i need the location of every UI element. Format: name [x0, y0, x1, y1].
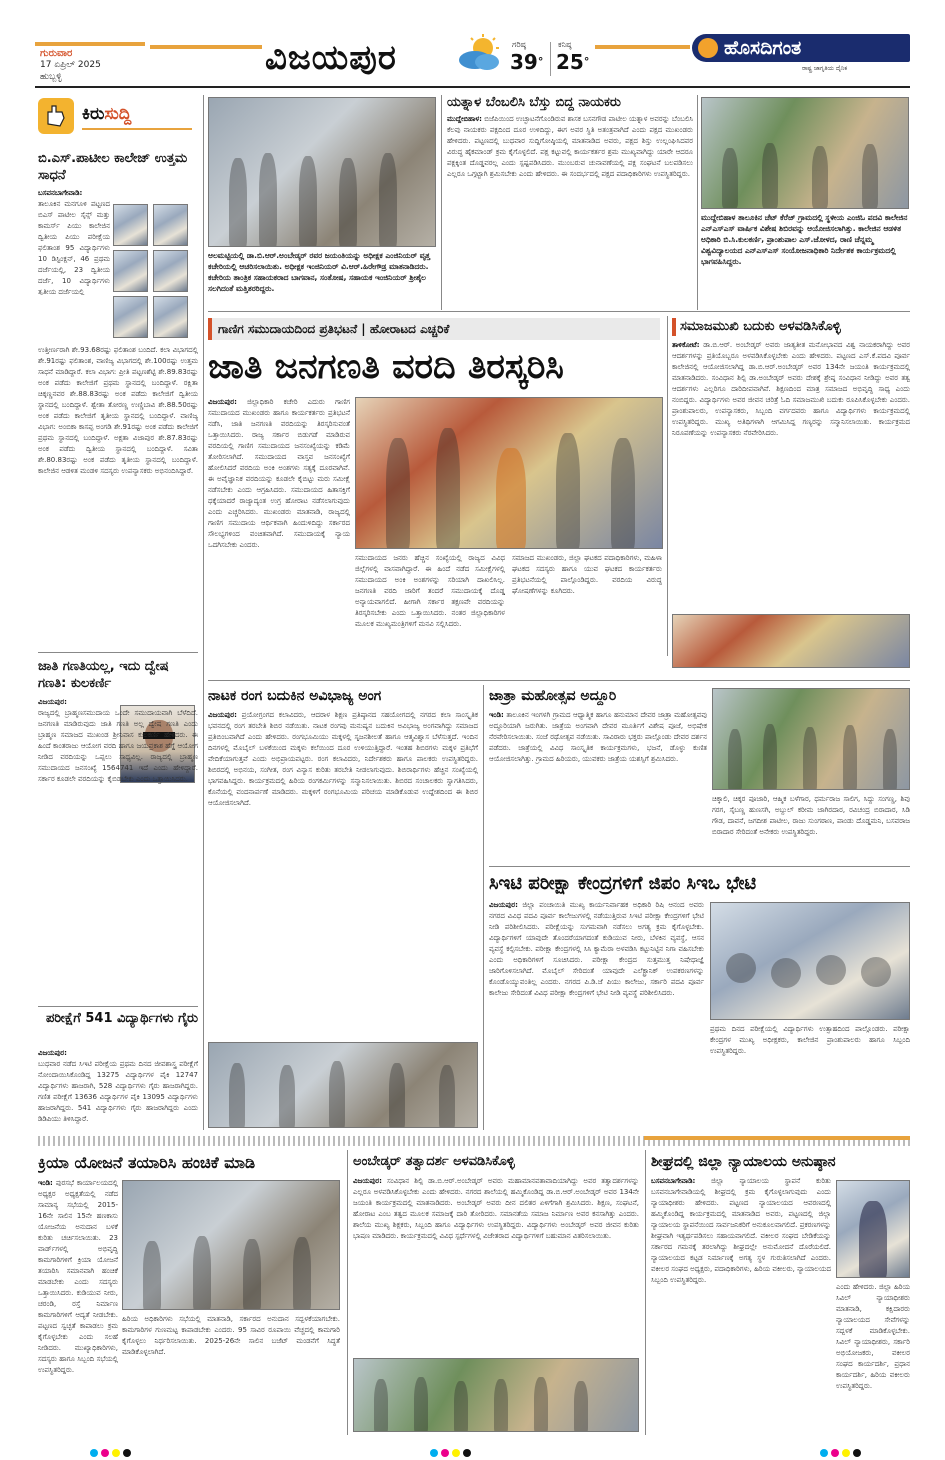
hand-icon — [38, 98, 74, 134]
sidebar-story2-byline: ವಿಜಯಪುರ: — [38, 698, 67, 706]
sidebar-story1-intro: ಬಸವನಬಾಗೇವಾಡಿ: — [38, 189, 83, 197]
top-story1-photo — [208, 97, 436, 247]
weather-icon — [455, 34, 505, 74]
right-story-accent — [672, 318, 676, 336]
student-photo-4 — [153, 250, 188, 292]
temp-divider — [550, 42, 551, 76]
lead-kicker: ಗಾಣಿಗ ಸಮುದಾಯದಿಂದ ಪ್ರತಿಭಟನೆ | ಹೋರಾಟದ ಎಚ್ಚರಿಕೆ — [218, 322, 450, 336]
bottom-story3-body2: ಎಂದು ಹೇಳಿದರು. ಜಿಲ್ಲಾ ಹಿರಿಯ ಸಿವಿಲ್ ನ್ಯಾಯಾಧೀಶರು ಮಾತನಾಡಿ, ಕಕ್ಷಿದಾರರು ನ್ಯಾಯಾಲಯದ ಸೇವೆಗಳನ್ನು ಸದ್ಬಳಕೆ ಮಾಡಿಕೊಳ್ಳಬೇಕು. ಸಿವಿಲ್ ನ್ಯಾಯಾಧೀಶರು, ಸರ್ಕಾರಿ ಅಭಿಯೋಜಕರು, ವಕೀಲರ ಸಂಘದ ಕಾರ್ಯದರ್ಶಿ, ಪ್ರಧಾನ ಕಾರ್ಯದರ್ಶಿ, ಹಿರಿಯ ವಕೀಲರು ಉಪಸ್ಥಿತರಿದ್ದರು. — [836, 1283, 910, 1390]
top-story3-caption: ಮುದ್ದೇಬಿಹಾಳ ತಾಲೂಕಿನ ಚೆಟ್ ಕೆರೆಜ್ ಗ್ರಾಮದಲ್ಲಿ ಸ್ಥಳೀಯ ಎಂಜಿಓ ಪದವಿ ಕಾಲೇಜಿನ ಎನ್‌ಎಸ್‌ಎಸ್ ವಾರ್ಷಿಕ ವಿಶೇಷ ಶಿಬಿರವನ್ನು ಆಯೋಜಿಸಲಾಗಿತ್ತು. ಕಾಲೇಜಿನ ಆಡಳಿತ ಅಧಿಕಾರಿ ಬಿ.ಸಿ.ಕುಲಕರ್ಣಿ, ಪ್ರಾಂಶುಪಾಲ ಎಸ್.ಜೋಳದ, ರಾಣಿ ಚೆನ್ನಮ್ಮ ವಿಶ್ವವಿದ್ಯಾಲಯದ ಎನ್‌ಎಸ್‌ಎಸ್ ಸಂಯೋಜನಾಧಿಕಾರಿ ನಿರ್ದೇಶಕ ಕಾರ್ಯಕ್ರಮದಲ್ಲಿ ಭಾಗವಹಿಸಿದ್ದರು. — [701, 213, 908, 266]
student-photo-2 — [153, 204, 188, 246]
mid-story3-headline: ಸಿಇಟಿ ಪರೀಕ್ಷಾ ಕೇಂದ್ರಗಳಿಗೆ ಜಿಪಂ ಸಿಇಒ ಭೇಟಿ — [489, 873, 757, 894]
masthead-date: 17 ಏಪ್ರಿಲ್ 2025 — [40, 60, 101, 70]
sidebar-story1-headline: ಬಿ.ಎಸ್.ಪಾಟೀಲ ಕಾಲೇಜ್ ಉತ್ತಮ ಸಾಧನೆ — [38, 151, 188, 183]
bottom-story1-photo — [122, 1180, 340, 1310]
bottom-story3-photo — [836, 1180, 910, 1278]
masthead-right-bar — [595, 45, 690, 49]
mid-story3-caption: ಪ್ರಥಮ ದಿನದ ಪರೀಕ್ಷೆಯಲ್ಲಿ ವಿದ್ಯಾರ್ಥಿಗಳು ಉತ್ಸಾಹದಿಂದ ಪಾಲ್ಗೊಂಡರು. ಪರೀಕ್ಷಾ ಕೇಂದ್ರಗಳ ಮುಖ್ಯ ಅಧೀಕ್ಷಕರು, ಕಾಲೇಜಿನ ಪ್ರಾಂಶುಪಾಲರು ಹಾಗೂ ಸಿಬ್ಬಂದಿ ಉಪಸ್ಥಿತರಿದ್ದರು. — [710, 1025, 910, 1055]
mid-story3-photo — [710, 902, 910, 1020]
top-story3-photo — [701, 97, 909, 209]
masthead-edition: ವಿಜಯಪುರ — [265, 38, 397, 78]
masthead-day: ಗುರುವಾರ — [40, 48, 73, 59]
registration-marks-right — [820, 1442, 864, 1460]
bottom-story1-body: ಇಂಡಿ: ಪುರಸಭೆ ಕಾರ್ಯಾಲಯದಲ್ಲಿ ಅಧ್ಯಕ್ಷರ ಅಧ್ಯಕ್ಷತೆಯಲ್ಲಿ ನಡೆದ ಸಾಮಾನ್ಯ ಸಭೆಯಲ್ಲಿ 2015-16ನೇ ಸಾಲಿನ 15ನೇ ಹಣಕಾಸು ಯೋಜನೆಯ ಅನುದಾನ ಬಳಕೆ ಕುರಿತು ಚರ್ಚಿಸಲಾಯಿತು. 23 ವಾರ್ಡ್‌ಗಳಲ್ಲಿ ಅಭಿವೃದ್ಧಿ ಕಾಮಗಾರಿಗಳಿಗೆ ಕ್ರಿಯಾ ಯೋಜನೆ ತಯಾರಿಸಿ ಸಮಾನವಾಗಿ ಹಂಚಿಕೆ ಮಾಡಬೇಕು ಎಂದು ಸದಸ್ಯರು ಒತ್ತಾಯಿಸಿದರು. ಕುಡಿಯುವ ನೀರು, ಚರಂಡಿ, ರಸ್ತೆ ನಿರ್ಮಾಣ ಕಾಮಗಾರಿಗಳಿಗೆ ಆದ್ಯತೆ ನೀಡಬೇಕು. ಪಟ್ಟಣದ ಸ್ವಚ್ಛತೆ ಕಾಪಾಡಲು ಕ್ರಮ ಕೈಗೊಳ್ಳಬೇಕು ಎಂದು ಸಲಹೆ ನೀಡಿದರು. ಮುಖ್ಯಾಧಿಕಾರಿಗಳು, ಸದಸ್ಯರು ಹಾಗೂ ಸಿಬ್ಬಂದಿ ಸಭೆಯಲ್ಲಿ ಉಪಸ್ಥಿತರಿದ್ದರು. — [38, 1179, 118, 1374]
right-story-headline: ಸಮಾಜಮುಖಿ ಬದುಕು ಅಳವಡಿಸಿಕೊಳ್ಳಿ — [680, 319, 841, 334]
registration-marks-center — [430, 1442, 474, 1460]
sidebar-brand-label: ಕಿರುಸುದ್ದಿ — [82, 104, 132, 124]
mid-story1-body: ವಿಜಯಪುರ: ಪ್ರಯೋಗ್ರಂಗದ ಕಲಾವಿದರು, ಆದರಾಳ ಶಿಕ್ಷಣ ಪ್ರತಿಷ್ಠಾನದ ಸಹಯೋಗದಲ್ಲಿ ನಗರದ ಕಲಾ ಸಾಂಸ್ಕೃತಿಕ ಭವನದಲ್ಲಿ ರಂಗ ತರಬೇತಿ ಶಿಬಿರ ನಡೆಯಿತು. ನಾಟಕ ರಂಗವು ಮನುಷ್ಯನ ಬದುಕಿನ ಅವಿಭಾಜ್ಯ ಅಂಗವಾಗಿದ್ದು ಸಮಾಜದ ಪ್ರತಿಬಿಂಬವಾಗಿದೆ ಎಂದು ಹೇಳಿದರು. ರಂಗಭೂಮಿಯು ಮಕ್ಕಳಲ್ಲಿ ಸೃಜನಶೀಲತೆ ಹಾಗೂ ಆತ್ಮವಿಶ್ವಾಸ ಬೆಳೆಸುತ್ತದೆ. ಇಂದಿನ ದಿನಗಳಲ್ಲಿ ಮೊಬೈಲ್ ಬಳಕೆಯಿಂದ ಮಕ್ಕಳು ಕಲೆಯಿಂದ ದೂರ ಉಳಿಯುತ್ತಿದ್ದಾರೆ. ಇಂತಹ ಶಿಬಿರಗಳು ಮಕ್ಕಳ ಪ್ರತಿಭೆಗೆ ವೇದಿಕೆಯಾಗುತ್ತವೆ ಎಂದು ಅಭಿಪ್ರಾಯಪಟ್ಟರು. ರಂಗ ಕಲಾವಿದರು, ನಿರ್ದೇಶಕರು ಹಾಗೂ ಪಾಲಕರು ಉಪಸ್ಥಿತರಿದ್ದರು. ಶಿಬಿರದಲ್ಲಿ ಅಭಿನಯ, ಸಂಗೀತ, ರಂಗ ವಿನ್ಯಾಸ ಕುರಿತು ತರಬೇತಿ ನೀಡಲಾಗುವುದು. ಶಿಬಿರಾರ್ಥಿಗಳು ಹೆಚ್ಚಿನ ಸಂಖ್ಯೆಯಲ್ಲಿ ಭಾಗವಹಿಸಿದ್ದರು. ಕಾರ್ಯಕ್ರಮದಲ್ಲಿ ಹಿರಿಯ ರಂಗಕರ್ಮಿಗಳನ್ನು ಸನ್ಮಾನಿಸಲಾಯಿತು. ಶಿಬಿರದ ಸಂಚಾಲಕರು ಸ್ವಾಗತಿಸಿದರು, ಕೊನೆಯಲ್ಲಿ ವಂದನಾರ್ಪಣೆ ಮಾಡಿದರು. ಮಕ್ಕಳಿಗೆ ರಂಗಭೂಮಿಯ ಪರಿಚಯ ಮಾಡಿಕೊಡುವ ಉದ್ದೇಶದಿಂದ ಈ ಶಿಬಿರ ಆಯೋಜಿಸಲಾಗಿದೆ. — [208, 711, 478, 807]
student-photo-6 — [153, 296, 188, 338]
top-story2-body: ಮುದ್ದೇಬಿಹಾಳ: ಬಿಜೆಪಿಯಿಂದ ಉಚ್ಛಾಟನೆಗೊಂಡಿರುವ ಶಾಸಕ ಬಸನಗೌಡ ಪಾಟೀಲ ಯತ್ನಾಳ ಅವರನ್ನು ಬೆಂಬಲಿಸಿ ಕೆಲವು ನಾಯಕರು ಪಕ್ಷದಿಂದ ದೂರ ಉಳಿದಿದ್ದು, ಈಗ ಅವರ ಸ್ಥಿತಿ ಅತಂತ್ರವಾಗಿದೆ ಎಂದು ಪಕ್ಷದ ಮುಖಂಡರು ಹೇಳಿದರು. ಪಟ್ಟಣದಲ್ಲಿ ಬುಧವಾರ ಸುದ್ದಿಗೋಷ್ಠಿಯಲ್ಲಿ ಮಾತನಾಡಿದ ಅವರು, ಪಕ್ಷದ ಶಿಸ್ತು ಉಲ್ಲಂಘಿಸಿದವರ ವಿರುದ್ಧ ಹೈಕಮಾಂಡ್ ಕ್ರಮ ಕೈಗೊಳ್ಳಲಿದೆ. ಪಕ್ಷ ಕಟ್ಟುವಲ್ಲಿ ಕಾರ್ಯಕರ್ತರ ಶ್ರಮ ಮುಖ್ಯವಾಗಿದ್ದು ಯಾರೇ ಆದರೂ ಪಕ್ಷಕ್ಕಿಂತ ದೊಡ್ಡವರಲ್ಲ ಎಂದು ಸ್ಪಷ್ಟಪಡಿಸಿದರು. ಮುಂಬರುವ ಚುನಾವಣೆಯಲ್ಲಿ ಪಕ್ಷ ಸಂಘಟನೆ ಬಲಪಡಿಸಲು ಎಲ್ಲರೂ ಒಗ್ಗಟ್ಟಾಗಿ ಶ್ರಮಿಸಬೇಕು ಎಂದು ಹೇಳಿದರು. ಈ ಸಂದರ್ಭದಲ್ಲಿ ಪಕ್ಷದ ಪದಾಧಿಕಾರಿಗಳು ಉಪಸ್ಥಿತರಿದ್ದರು. — [447, 115, 693, 178]
student-photo-1 — [113, 204, 148, 246]
sidebar-story2-headline: ಜಾತಿ ಗಣತಿಯಲ್ಲ, ಇದು ದ್ವೇಷ ಗಣತಿ: ಕುಲಕರ್ಣಿ — [38, 659, 169, 691]
student-photo-5 — [113, 296, 148, 338]
lead-headline: ಜಾತಿ ಜನಗಣತಿ ವರದಿ ತಿರಸ್ಕರಿಸಿ — [208, 347, 564, 387]
lead-right-body: ಸಮಾಜದ ಮುಖಂಡರು, ಜಿಲ್ಲಾ ಘಟಕದ ಪದಾಧಿಕಾರಿಗಳು, ಮಹಿಳಾ ಘಟಕದ ಸದಸ್ಯರು ಹಾಗೂ ಯುವ ಘಟಕದ ಕಾರ್ಯಕರ್ತರು ಪ್ರತಿಭಟನೆಯಲ್ಲಿ ಪಾಲ್ಗೊಂಡಿದ್ದರು. ವರದಿಯ ವಿರುದ್ಧ ಘೋಷಣೆಗಳನ್ನು ಕೂಗಿದರು. — [512, 554, 662, 595]
sidebar-story2-body: ರಾಜ್ಯದಲ್ಲಿ ಬ್ರಾಹ್ಮಣಸಮುದಾಯ ಒಂದೇ ಸಮುದಾಯವಾಗಿ ಬೆಳೆದಿದೆ. ಜನಗಣತಿ ಮಾಡಿರುವುದು ಜಾತಿ ಗಣತಿ ಅಲ್ಲ ದ್ವೇಷ ಗಣತಿ ಎಂದು ಬ್ರಾಹ್ಮಣ ಸಮಾಜದ ಮುಖಂಡ ಶ್ರೀನಿವಾಸ ಕುಲಕರ್ಣಿ ಹೇಳಿದರು. ಈ ಹಿಂದೆ ಕಾಂತರಾಜು ಆಯೋಗ ವರದಿ ಹಾಗೂ ಜಯಪ್ರಕಾಶ ಹೆಗ್ಡೆ ಆಯೋಗ ನೀಡಿದ ವರದಿಯನ್ನು ಒಪ್ಪಲು ಸಾಧ್ಯವಿಲ್ಲ. ರಾಜ್ಯದಲ್ಲಿ ಬ್ರಾಹ್ಮಣ ಸಮುದಾಯದ ಜನಸಂಖ್ಯೆ 1564741 ಇದೆ ಎಂದು ಹೇಳಿದ್ದಾರೆ. ಸರ್ಕಾರ ಕೂಡಲೇ ವರದಿಯನ್ನು ಕೈಬಿಡಬೇಕು ಎಂದು ಒತ್ತಾಯಿಸಿದರು. — [38, 709, 198, 783]
mid-story1-headline: ನಾಟಕ ರಂಗ ಬದುಕಿನ ಅವಿಭಾಜ್ಯ ಅಂಗ — [208, 688, 382, 704]
student-photo-3 — [113, 250, 148, 292]
mid-story2-headline: ಜಾತ್ರಾ ಮಹೋತ್ಸವ ಅದ್ದೂರಿ — [489, 688, 617, 704]
right-story-photo — [672, 614, 910, 668]
paper-tagline: ರಾಷ್ಟ್ರ ಜಾಗೃತಿಯ ದೈನಿಕ — [802, 65, 848, 72]
masthead-edition-bar — [150, 45, 262, 49]
masthead-rule — [35, 86, 910, 88]
sidebar-story1-body: ಉತ್ತೀರ್ಣರಾಗಿ ಶೇ.93.68ರಷ್ಟು ಫಲಿತಾಂಶ ಬಂದಿದೆ. ಕಲಾ ವಿಭಾಗದಲ್ಲಿ ಶೇ.91ರಷ್ಟು ಫಲಿತಾಂಶ, ವಾಣಿಜ್ಯ ವಿಭಾಗದಲ್ಲಿ ಶೇ.100ರಷ್ಟು ಉತ್ತಮ ಸಾಧನೆ ಮಾಡಿದ್ದಾರೆ. ಕಲಾ ವಿಭಾಗ: ಪ್ರೀತಿ ಪಟ್ಟಣಶೆಟ್ಟಿ ಶೇ.89.83ರಷ್ಟು ಅಂಕ ಪಡೆದು ಕಾಲೇಜಿಗೆ ಪ್ರಥಮ ಸ್ಥಾನದಲ್ಲಿ ಬಂದಿದ್ದಾಳೆ. ರಕ್ಷಿತಾ ಚಿಕ್ಕಣ್ಣನವರ ಶೇ.88.83ರಷ್ಟು ಅಂಕ ಪಡೆದು ಕಾಲೇಜಿಗೆ ದ್ವಿತೀಯ ಸ್ಥಾನದಲ್ಲಿ ಬಂದಿದ್ದಾಳೆ. ಶ್ವೇತಾ ತೋರಣ್ಣ ಉಣ್ಣಿಬಾವಿ ಶೇ.88.50ರಷ್ಟು ಅಂಕ ಪಡೆದು ಕಾಲೇಜಿಗೆ ತೃತೀಯ ಸ್ಥಾನದಲ್ಲಿ ಬಂದಿದ್ದಾಳೆ. ವಾಣಿಜ್ಯ ವಿಭಾಗ: ಅಂಬಿಕಾ ಕಾಸಪ್ಪ ಅಂಗಡಿ ಶೇ.91ರಷ್ಟು ಅಂಕ ಪಡೆದು ಕಾಲೇಜಿಗೆ ಪ್ರಥಮ ಸ್ಥಾನದಲ್ಲಿ ಬಂದಿದ್ದಾಳೆ. ಅಕ್ಷತಾ ವಿಜಾಪುರ ಶೇ.87.83ರಷ್ಟು ಅಂಕ ಪಡೆದು ದ್ವಿತೀಯ ಸ್ಥಾನದಲ್ಲಿ ಬಂದಿದ್ದಾಳೆ. ಸವಿತಾ ಶೇ.80.83ರಷ್ಟು ಅಂಕ ಪಡೆದು ತೃತೀಯ ಸ್ಥಾನದಲ್ಲಿ ಬಂದಿದ್ದಾಳೆ. ಕಾಲೇಜಿನ ಆಡಳಿತ ಮಂಡಳಿ ಸದಸ್ಯರು ಉಪನ್ಯಾಸಕರು ಅಭಿನಂದಿಸಿದ್ದಾರೆ. — [38, 346, 198, 475]
mid-story1-photo — [208, 1042, 478, 1128]
max-temp-value: 39° — [510, 50, 544, 74]
bottom-story2-photo — [353, 1358, 639, 1432]
lead-left-body: ವಿಜಯಪುರ: ಜಿಲ್ಲಾಧಿಕಾರಿ ಕಚೇರಿ ಎದುರು ಗಾಣಿಗ ಸಮುದಾಯದ ಮುಖಂಡರು ಹಾಗೂ ಕಾರ್ಯಕರ್ತರು ಪ್ರತಿಭಟನೆ ನಡೆಸಿ, ಜಾತಿ ಜನಗಣತಿ ವರದಿಯನ್ನು ತಿರಸ್ಕರಿಸುವಂತೆ ಒತ್ತಾಯಿಸಿದರು. ರಾಜ್ಯ ಸರ್ಕಾರ ಬಿಡುಗಡೆ ಮಾಡಿರುವ ವರದಿಯಲ್ಲಿ ಗಾಣಿಗ ಸಮುದಾಯದ ಜನಸಂಖ್ಯೆಯನ್ನು ಕಡಿಮೆ ತೋರಿಸಲಾಗಿದೆ. ಸಮುದಾಯದ ವಾಸ್ತವ ಜನಸಂಖ್ಯೆಗೆ ಹೋಲಿಸಿದರೆ ವರದಿಯ ಅಂಕಿ ಅಂಶಗಳು ಸತ್ಯಕ್ಕೆ ದೂರವಾಗಿವೆ. ಈ ಅವೈಜ್ಞಾನಿಕ ವರದಿಯನ್ನು ಕೂಡಲೇ ಕೈಬಿಟ್ಟು ಮರು ಸಮೀಕ್ಷೆ ನಡೆಸಬೇಕು ಎಂದು ಆಗ್ರಹಿಸಿದರು. ಸಮುದಾಯದ ಹಿತಾಸಕ್ತಿಗೆ ಧಕ್ಕೆಯಾದರೆ ರಾಜ್ಯಾದ್ಯಂತ ಉಗ್ರ ಹೋರಾಟ ನಡೆಸಲಾಗುವುದು ಎಂದು ಎಚ್ಚರಿಸಿದರು. ಮುಖಂಡರು ಮಾತನಾಡಿ, ರಾಜ್ಯದಲ್ಲಿ ಗಾಣಿಗ ಸಮುದಾಯ ಆರ್ಥಿಕವಾಗಿ ಹಿಂದುಳಿದಿದ್ದು ಸರ್ಕಾರದ ಸೌಲಭ್ಯಗಳಿಂದ ವಂಚಿತವಾಗಿದೆ. ಸಮುದಾಯಕ್ಕೆ ನ್ಯಾಯ ಒದಗಿಸಬೇಕು ಎಂದರು. — [208, 398, 350, 549]
sidebar-story3-byline: ವಿಜಯಪುರ: — [38, 1049, 67, 1057]
mid-story2-body: ಇಂಡಿ: ತಾಲೂಕಿನ ಇಂಗಳಗಿ ಗ್ರಾಮದ ಆಧ್ಯಾತ್ಮಿಕ ಹಾಗೂ ಹನುಮಾನ ದೇವರ ಜಾತ್ರಾ ಮಹೋತ್ಸವವು ಅದ್ದೂರಿಯಾಗಿ ಜರುಗಿತು. ಜಾತ್ರೆಯ ಅಂಗವಾಗಿ ದೇವರ ಮೂರ್ತಿಗೆ ವಿಶೇಷ ಪೂಜೆ, ಅಭಿಷೇಕ ನೆರವೇರಿಸಲಾಯಿತು. ಸಂಜೆ ರಥೋತ್ಸವ ನಡೆಯಿತು. ಸಾವಿರಾರು ಭಕ್ತರು ಪಾಲ್ಗೊಂಡು ದೇವರ ದರ್ಶನ ಪಡೆದರು. ಜಾತ್ರೆಯಲ್ಲಿ ವಿವಿಧ ಸಾಂಸ್ಕೃತಿಕ ಕಾರ್ಯಕ್ರಮಗಳು, ಭಜನೆ, ಡೊಳ್ಳು ಕುಣಿತ ಆಯೋಜಿಸಲಾಗಿತ್ತು. ಗ್ರಾಮದ ಹಿರಿಯರು, ಯುವಕರು ಜಾತ್ರೆಯ ಯಶಸ್ಸಿಗೆ ಶ್ರಮಿಸಿದರು. — [489, 711, 707, 763]
section-separator — [38, 1136, 910, 1146]
bottom-story1-body2: ಹಿರಿಯ ಅಧಿಕಾರಿಗಳು ಸಭೆಯಲ್ಲಿ ಮಾತನಾಡಿ, ಸರ್ಕಾರದ ಅನುದಾನ ಸದ್ಬಳಕೆಯಾಗಬೇಕು. ಕಾಮಗಾರಿಗಳ ಗುಣಮಟ್ಟ ಕಾಪಾಡಬೇಕು ಎಂದರು. 95 ಸಾವಿರ ರೂಪಾಯಿ ವೆಚ್ಚದಲ್ಲಿ ಕಾಮಗಾರಿ ಕೈಗೊಳ್ಳಲು ನಿರ್ಧರಿಸಲಾಯಿತು. 2025-26ನೇ ಸಾಲಿನ ಬಜೆಟ್ ಮಂಡನೆಗೆ ಸಿದ್ಧತೆ ಮಾಡಿಕೊಳ್ಳಲಾಗಿದೆ. — [122, 1315, 340, 1356]
right-story-body: ತಾಳಿಕೋಟೆ: ಡಾ.ಬಿ.ಆರ್. ಅಂಬೇಡ್ಕರ್ ಅವರು ಜಾತ್ಯತೀತ ಮನೋಭಾವದ ವಿಶ್ವ ನಾಯಕರಾಗಿದ್ದು ಅವರ ಆದರ್ಶಗಳನ್ನು ಪ್ರತಿಯೊಬ್ಬರೂ ಅಳವಡಿಸಿಕೊಳ್ಳಬೇಕು ಎಂದು ಹೇಳಿದರು. ಪಟ್ಟಣದ ಎಸ್.ಕೆ.ಪದವಿ ಪೂರ್ವ ಕಾಲೇಜಿನಲ್ಲಿ ಆಯೋಜಿಸಲಾಗಿದ್ದ ಡಾ.ಬಿ.ಆರ್.ಅಂಬೇಡ್ಕರ್ ಅವರ 134ನೇ ಜಯಂತಿ ಕಾರ್ಯಕ್ರಮದಲ್ಲಿ ಮಾತನಾಡಿದರು. ಸಂವಿಧಾನ ಶಿಲ್ಪಿ ಡಾ.ಅಂಬೇಡ್ಕರ್ ಅವರು ದೇಶಕ್ಕೆ ಶ್ರೇಷ್ಠ ಸಂವಿಧಾನ ನೀಡಿದ್ದು ಅವರ ತತ್ವ ಆದರ್ಶಗಳು ಎಲ್ಲರಿಗೂ ದಾರಿದೀಪವಾಗಿವೆ. ಶಿಕ್ಷಣದಿಂದ ಮಾತ್ರ ಸಮಾಜದ ಅಭಿವೃದ್ಧಿ ಸಾಧ್ಯ ಎಂದು ನಂಬಿದ್ದರು. ವಿದ್ಯಾರ್ಥಿಗಳು ಅವರ ಜೀವನ ಚರಿತ್ರೆ ಓದಿ ಸಮಾಜಮುಖಿ ಬದುಕು ರೂಪಿಸಿಕೊಳ್ಳಬೇಕು ಎಂದರು. ಪ್ರಾಂಶುಪಾಲರು, ಉಪನ್ಯಾಸಕರು, ಸಿಬ್ಬಂದಿ ವರ್ಗದವರು ಹಾಗೂ ವಿದ್ಯಾರ್ಥಿಗಳು ಕಾರ್ಯಕ್ರಮದಲ್ಲಿ ಉಪಸ್ಥಿತರಿದ್ದರು. ಮುಖ್ಯ ಅತಿಥಿಗಳಾಗಿ ಆಗಮಿಸಿದ್ದ ಗಣ್ಯರನ್ನು ಸನ್ಮಾನಿಸಲಾಯಿತು. ಕಾರ್ಯಕ್ರಮದ ನಿರೂಪಣೆಯನ್ನು ಉಪನ್ಯಾಸಕರು ನೆರವೇರಿಸಿದರು. — [672, 341, 910, 437]
top-story2-headline: ಯತ್ನಾಳ ಬೆಂಬಲಿಸಿ ಬೆಸ್ತು ಬಿದ್ದ ನಾಯಕರು — [447, 95, 621, 110]
sidebar-story3-headline: ಪರೀಕ್ಷೆಗೆ 541 ವಿದ್ಯಾರ್ಥಿಗಳು ಗೈರು — [45, 1011, 198, 1026]
bottom-story3-headline: ಶೀಘ್ರದಲ್ಲಿ ಜಿಲ್ಲಾ ನ್ಯಾಯಾಲಯ ಅನುಷ್ಠಾನ — [651, 1154, 836, 1170]
masthead-place: ಹುಬ್ಬಳ್ಳಿ — [40, 72, 62, 82]
top-story1-caption: ಆಲಮಟ್ಟಿಯಲ್ಲಿ ಡಾ.ಬಿ.ಆರ್.ಅಂಬೇಡ್ಕರ್ ರವರ ಜಯಂತಿಯನ್ನು ಅಧೀಕ್ಷಕ ಎಂಜಿನಿಯರ್ ವೃತ್ತ ಕಚೇರಿಯಲ್ಲಿ ಆಚರಿಸಲಾಯಿತು. ಅಧೀಕ್ಷಕ ಇಂಜಿನಿಯರ್ ವಿ.ಆರ್.ಹಿರೇಗೌಡ್ರ ಮಾತನಾಡಿದರು. ಕಚೇರಿಯ ತಾಂತ್ರಿಕ ಸಹಾಯಕರಾದ ಬಾಗವಾನ, ಸಂತೋಷ, ಸಹಾಯಕ ಇಂಜಿನಿಯರ್ ಶ್ರೀಶೈಲ ಸಲಗಿದಂತೆ ಮತ್ತಿತರರಿದ್ದರು. — [208, 251, 431, 293]
mid-story3-body: ವಿಜಯಪುರ: ಜಿಲ್ಲಾ ಪಂಚಾಯಿತಿ ಮುಖ್ಯ ಕಾರ್ಯನಿರ್ವಾಹಕ ಅಧಿಕಾರಿ ರಿಷಿ ಆನಂದ ಅವರು ನಗರದ ವಿವಿಧ ಪದವಿ ಪೂರ್ವ ಕಾಲೇಜುಗಳಲ್ಲಿ ನಡೆಯುತ್ತಿರುವ ಸಿಇಟಿ ಪರೀಕ್ಷಾ ಕೇಂದ್ರಗಳಿಗೆ ಭೇಟಿ ನೀಡಿ ಪರಿಶೀಲಿಸಿದರು. ಪರೀಕ್ಷೆಯನ್ನು ಸುಗಮವಾಗಿ ನಡೆಸಲು ಅಗತ್ಯ ಕ್ರಮ ಕೈಗೊಳ್ಳಬೇಕು. ವಿದ್ಯಾರ್ಥಿಗಳಿಗೆ ಯಾವುದೇ ತೊಂದರೆಯಾಗದಂತೆ ಕುಡಿಯುವ ನೀರು, ಬೆಳಕಿನ ವ್ಯವಸ್ಥೆ, ಆಸನ ವ್ಯವಸ್ಥೆ ಕಲ್ಪಿಸಬೇಕು. ಪರೀಕ್ಷಾ ಕೇಂದ್ರಗಳಲ್ಲಿ ಸಿಸಿ ಕ್ಯಾಮೆರಾ ಅಳವಡಿಸಿ ಕಟ್ಟುನಿಟ್ಟಿನ ನಿಗಾ ವಹಿಸಬೇಕು ಎಂದು ಅಧಿಕಾರಿಗಳಿಗೆ ಸೂಚಿಸಿದರು. ಪರೀಕ್ಷಾ ಕೇಂದ್ರದ ಸುತ್ತಮುತ್ತ ನಿಷೇಧಾಜ್ಞೆ ಜಾರಿಗೊಳಿಸಲಾಗಿದೆ. ಮೊಬೈಲ್ ಸೇರಿದಂತೆ ಯಾವುದೇ ಎಲೆಕ್ಟ್ರಾನಿಕ್ ಉಪಕರಣಗಳನ್ನು ಕೊಂಡೊಯ್ಯುವಂತಿಲ್ಲ ಎಂದರು. ನಗರದ ಪಿ.ಡಿ.ಜೆ ಪಿಯು ಕಾಲೇಜು, ಸರ್ಕಾರಿ ಪದವಿ ಪೂರ್ವ ಕಾಲೇಜು ಸೇರಿದಂತೆ ವಿವಿಧ ಪರೀಕ್ಷಾ ಕೇಂದ್ರಗಳಿಗೆ ಭೇಟಿ ನೀಡಿ ವ್ಯವಸ್ಥೆ ಪರಿಶೀಲಿಸಿದರು. — [489, 901, 704, 997]
sidebar-brand — [38, 98, 198, 136]
bottom-story1-headline: ಕ್ರಿಯಾ ಯೋಜನೆ ತಯಾರಿಸಿ ಹಂಚಿಕೆ ಮಾಡಿ — [38, 1153, 256, 1172]
min-temp-label: ಕನಿಷ್ಠ — [558, 40, 572, 49]
min-temp-value: 25° — [556, 50, 590, 74]
paper-logo-icon — [698, 38, 718, 58]
mid-story2-photo — [712, 688, 910, 790]
sidebar-story1-text: ತಾಲೂಕಿನ ಮನಗೂಳಿ ಪಟ್ಟಣದ ಬಿಎಸ್ ಪಾಟೀಲ ಸೈನ್ಸ್ ಮತ್ತು ಕಾಮರ್ಸ್ ಪಿಯು ಕಾಲೇಜಿನ ದ್ವಿತೀಯ ಪಿಯು ಪರೀಕ್ಷೆಯ ಫಲಿತಾಂಶ 95 ವಿದ್ಯಾರ್ಥಿಗಳು 10 ಡಿಸ್ಟಿಂಕ್ಷನ್, 46 ಪ್ರಥಮ ದರ್ಜೆಯಲ್ಲಿ, 23 ದ್ವಿತೀಯ ದರ್ಜೆ, 10 ವಿದ್ಯಾರ್ಥಿಗಳು ತೃತೀಯ ದರ್ಜೆಯಲ್ಲಿ — [38, 200, 110, 295]
mid-story2-body2: ಚಿಕ್ಕಾಲಿ, ಚಿಕ್ಕರ ಪೂಜಾರಿ, ಆಹ್ಮಿಕ ಬಳೆಗಾರ, ಧರ್ಮರಾಜ ಸಾಲಿಗ, ಸಿದ್ದು ಸಂಗಣ್ಣ, ಶಿವು ಗರಗ, ಸೈಬಣ್ಣ ಹುಣಸಗಿ, ಅಬ್ದುಲ್ ಕರೀಮ ಜಾಗಿರದಾರ, ರವಿಚಂದ್ರ ಬಿರಾದಾರ, ಸಿಡಿ ಗೌಡ, ದಾವನೆ, ಜಗದೀಶ ಪಾಟೀಲ, ರಾಜು ಸುಂಗಠಾಣ, ಪಾಂಡು ದೊಡ್ಡಮನಿ, ಬಸವರಾಜ ಬಿರಾದಾರ ಸೇರಿದಂತೆ ಅನೇಕರು ಉಪಸ್ಥಿತರಿದ್ದರು. — [712, 795, 910, 836]
bottom-story2-body: ವಿಜಯಪುರ: ಸಂವಿಧಾನ ಶಿಲ್ಪಿ ಡಾ.ಬಿ.ಆರ್.ಅಂಬೇಡ್ಕರ್ ಅವರು ಮಹಾಮಾನವತಾವಾದಿಯಾಗಿದ್ದು ಅವರ ತತ್ವಾದರ್ಶಗಳನ್ನು ಎಲ್ಲರೂ ಅಳವಡಿಸಿಕೊಳ್ಳಬೇಕು ಎಂದು ಹೇಳಿದರು. ನಗರದ ಶಾಲೆಯಲ್ಲಿ ಹಮ್ಮಿಕೊಂಡಿದ್ದ ಡಾ.ಬಿ.ಆರ್.ಅಂಬೇಡ್ಕರ್ ಅವರ 134ನೇ ಜಯಂತಿ ಕಾರ್ಯಕ್ರಮದಲ್ಲಿ ಮಾತನಾಡಿದರು. ಅಂಬೇಡ್ಕರ್ ಅವರು ದೀನ ದಲಿತರ ಏಳಿಗೆಗಾಗಿ ಶ್ರಮಿಸಿದರು. ಶಿಕ್ಷಣ, ಸಂಘಟನೆ, ಹೋರಾಟ ಎಂಬ ತತ್ವದ ಮೂಲಕ ಸಮಾಜಕ್ಕೆ ದಾರಿ ತೋರಿದರು. ಸಮಾನತೆಯ ಸಮಾಜ ನಿರ್ಮಾಣ ಅವರ ಕನಸಾಗಿತ್ತು ಎಂದರು. ಶಾಲೆಯ ಮುಖ್ಯ ಶಿಕ್ಷಕರು, ಸಿಬ್ಬಂದಿ ಹಾಗೂ ವಿದ್ಯಾರ್ಥಿಗಳು ಉಪಸ್ಥಿತರಿದ್ದರು. ವಿದ್ಯಾರ್ಥಿಗಳು ಅಂಬೇಡ್ಕರ್ ಅವರ ಜೀವನ ಕುರಿತು ಭಾಷಣ ಮಾಡಿದರು. ಕಾರ್ಯಕ್ರಮದಲ್ಲಿ ವಿವಿಧ ಸ್ಪರ್ಧೆಗಳಲ್ಲಿ ವಿಜೇತರಾದ ವಿದ್ಯಾರ್ಥಿಗಳಿಗೆ ಬಹುಮಾನ ವಿತರಿಸಲಾಯಿತು. — [353, 1177, 639, 1240]
bottom-story2-headline: ಅಂಬೇಡ್ಕರ್ ತತ್ವಾದರ್ಶ ಅಳವಡಿಸಿಕೊಳ್ಳಿ — [353, 1154, 515, 1169]
registration-marks-left — [90, 1442, 134, 1460]
max-temp-label: ಗರಿಷ್ಠ — [512, 40, 526, 49]
masthead-left-accent — [35, 42, 145, 46]
lead-photo — [355, 397, 663, 549]
lead-mid-body: ಸಮುದಾಯದ ಜನರು ಹೆಚ್ಚಿನ ಸಂಖ್ಯೆಯಲ್ಲಿ ರಾಜ್ಯದ ವಿವಿಧ ಜಿಲ್ಲೆಗಳಲ್ಲಿ ವಾಸವಾಗಿದ್ದಾರೆ. ಈ ಹಿಂದೆ ನಡೆದ ಸಮೀಕ್ಷೆಗಳಲ್ಲಿ ಸಮುದಾಯದ ಅಂಕಿ ಅಂಶಗಳನ್ನು ಸರಿಯಾಗಿ ದಾಖಲಿಸಿಲ್ಲ. ಜನಗಣತಿ ವರದಿ ಜಾರಿಗೆ ತಂದರೆ ಸಮುದಾಯಕ್ಕೆ ದೊಡ್ಡ ಅನ್ಯಾಯವಾಗಲಿದೆ. ಹೀಗಾಗಿ ಸರ್ಕಾರ ತಕ್ಷಣವೇ ವರದಿಯನ್ನು ತಿರಸ್ಕರಿಸಬೇಕು ಎಂದು ಒತ್ತಾಯಿಸಿದರು. ನಂತರ ಜಿಲ್ಲಾಧಿಕಾರಿಗಳ ಮೂಲಕ ಮುಖ್ಯಮಂತ್ರಿಗಳಿಗೆ ಮನವಿ ಸಲ್ಲಿಸಿದರು. — [355, 554, 505, 628]
bottom-story3-body: ಬಸವನಬಾಗೇವಾಡಿ: ಜಿಲ್ಲಾ ನ್ಯಾಯಾಲಯ ಸ್ಥಾಪನೆ ಕುರಿತು ಬಸವನಬಾಗೇವಾಡಿಯಲ್ಲಿ ಶೀಘ್ರದಲ್ಲಿ ಕ್ರಮ ಕೈಗೊಳ್ಳಲಾಗುವುದು ಎಂದು ನ್ಯಾಯಾಧೀಶರು ಹೇಳಿದರು. ಪಟ್ಟಣದ ನ್ಯಾಯಾಲಯದ ಆವರಣದಲ್ಲಿ ಹಮ್ಮಿಕೊಂಡಿದ್ದ ಕಾರ್ಯಕ್ರಮದಲ್ಲಿ ಮಾತನಾಡಿದ ಅವರು, ಪಟ್ಟಣದಲ್ಲಿ ಜಿಲ್ಲಾ ನ್ಯಾಯಾಲಯ ಸ್ಥಾಪನೆಯಿಂದ ಸಾರ್ವಜನಿಕರಿಗೆ ಅನುಕೂಲವಾಗಲಿದೆ. ಪ್ರಕರಣಗಳನ್ನು ಶೀಘ್ರವಾಗಿ ಇತ್ಯರ್ಥಪಡಿಸಲು ಸಹಾಯವಾಗಲಿದೆ. ವಕೀಲರ ಸಂಘದ ಬೇಡಿಕೆಯನ್ನು ಸರ್ಕಾರದ ಗಮನಕ್ಕೆ ತರಲಾಗಿದ್ದು ಶೀಘ್ರದಲ್ಲೇ ಅನುಮೋದನೆ ದೊರೆಯಲಿದೆ. ನ್ಯಾಯಾಲಯದ ಕಟ್ಟಡ ನಿರ್ಮಾಣಕ್ಕೆ ಅಗತ್ಯ ಸ್ಥಳ ಗುರುತಿಸಲಾಗಿದೆ ಎಂದರು. ವಕೀಲರ ಸಂಘದ ಅಧ್ಯಕ್ಷರು, ಪದಾಧಿಕಾರಿಗಳು, ಹಿರಿಯ ವಕೀಲರು, ನ್ಯಾಯಾಲಯದ ಸಿಬ್ಬಂದಿ ಉಪಸ್ಥಿತರಿದ್ದರು. — [651, 1177, 831, 1284]
sidebar-story3-body: ಬುಧವಾರ ನಡೆದ ಸಿಇಟಿ ಪರೀಕ್ಷೆಯ ಪ್ರಥಮ ದಿನದ ಜೀವಶಾಸ್ತ್ರ ಪರೀಕ್ಷೆಗೆ ನೋಂದಾಯಿಸಿಕೊಂಡಿದ್ದ 13275 ವಿದ್ಯಾರ್ಥಿಗಳ ಪೈಕಿ 12747 ವಿದ್ಯಾರ್ಥಿಗಳು ಹಾಜರಾಗಿ, 528 ವಿದ್ಯಾರ್ಥಿಗಳು ಗೈರು ಹಾಜರಾಗಿದ್ದರು. ಗಣಿತ ಪರೀಕ್ಷೆಗೆ 13636 ವಿದ್ಯಾರ್ಥಿಗಳ ಪೈಕಿ 13095 ವಿದ್ಯಾರ್ಥಿಗಳು ಹಾಜರಾಗಿದ್ದರು. 541 ವಿದ್ಯಾರ್ಥಿಗಳು ಗೈರು ಹಾಜರಾಗಿದ್ದರು ಎಂದು ಡಿಡಿಪಿಯು ತಿಳಿಸಿದ್ದಾರೆ. — [38, 1060, 198, 1123]
paper-name: ಹೊಸದಿಗಂತ — [724, 37, 802, 59]
paper-logo — [692, 34, 910, 82]
